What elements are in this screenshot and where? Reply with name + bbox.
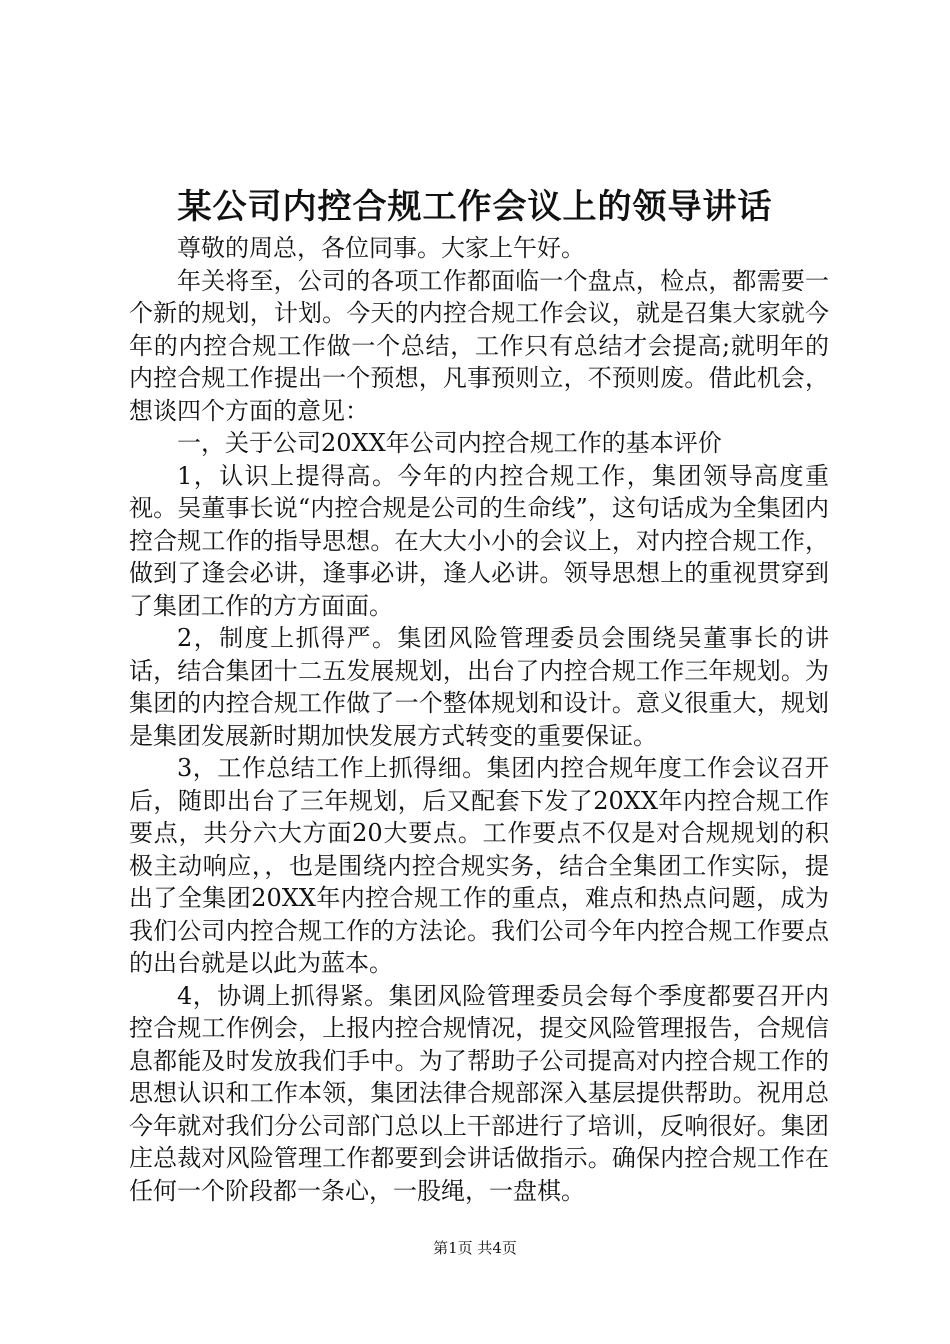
- section-heading-1: 一，关于公司20XX年公司内控合规工作的基本评价: [177, 429, 722, 457]
- document-title: 某公司内控合规工作会议上的领导讲话: [177, 187, 773, 227]
- paragraph-point-4: 4，协调上抓得紧。集团风险管理委员会每个季度都要召开内控合规工作例会，上报内控合规情况，提交风险管理报告，合规信息都能及时发放我们手中。为了帮助子公司提高对内控合规工作的思想认识和工作本领，集团法律合规部深入基层提供帮助。祝用总今年就对我们分公司部门总以上干部进行了培训，反响很好。集团庄总裁对风险管理工作都要到会讲话做指示。确保内控合规工作在任何一个阶段都一条心，一股绳，一盘棋。: [129, 981, 829, 1205]
- paragraph-point-1: 1，认识上提得高。今年的内控合规工作，集团领导高度重视。吴董事长说“内控合规是公司的生命线”，这句话成为全集团内控合规工作的指导思想。在大大小小的会议上，对内控合规工作，做到了逢会必讲，逢事必讲，逢人必讲。领导思想上的重视贯穿到了集团工作的方方面面。: [129, 461, 829, 620]
- paragraph-point-3: 3，工作总结工作上抓得细。集团内控合规年度工作会议召开后，随即出台了三年规划，后又配套下发了20XX年内控合规工作要点，共分六大方面20大要点。工作要点不仅是对合规规划的积极主动响应，，也是围绕内控合规实务，结合全集团工作实际，提出了全集团20XX年内控合规工作的重点，难点和热点问题，成为我们公司内控合规工作的方法论。我们公司今年内控合规工作要点的出台就是以此为蓝本。: [129, 754, 829, 977]
- document-body: [129, 232, 829, 1207]
- paragraph-intro: 年关将至，公司的各项工作都面临一个盘点，检点，都需要一个新的规划，计划。今天的内控合规工作会议，就是召集大家就今年的内控合规工作做一个总结，工作只有总结才会提高;就明年的内控合规工作提出一个预想，凡事预则立，不预则废。借此机会，想谈四个方面的意见：: [129, 266, 829, 425]
- page-number-footer: 第1页 共4页: [433, 1239, 517, 1257]
- paragraph-point-2: 2，制度上抓得严。集团风险管理委员会围绕吴董事长的讲话，结合集团十二五发展规划，出台了内控合规工作三年规划。为集团的内控合规工作做了一个整体规划和设计。意义很重大，规划是集团发展新时期加快发展方式转变的重要保证。: [129, 624, 829, 750]
- paragraph-greeting: 尊敬的周总，各位同事。大家上午好。: [177, 234, 585, 262]
